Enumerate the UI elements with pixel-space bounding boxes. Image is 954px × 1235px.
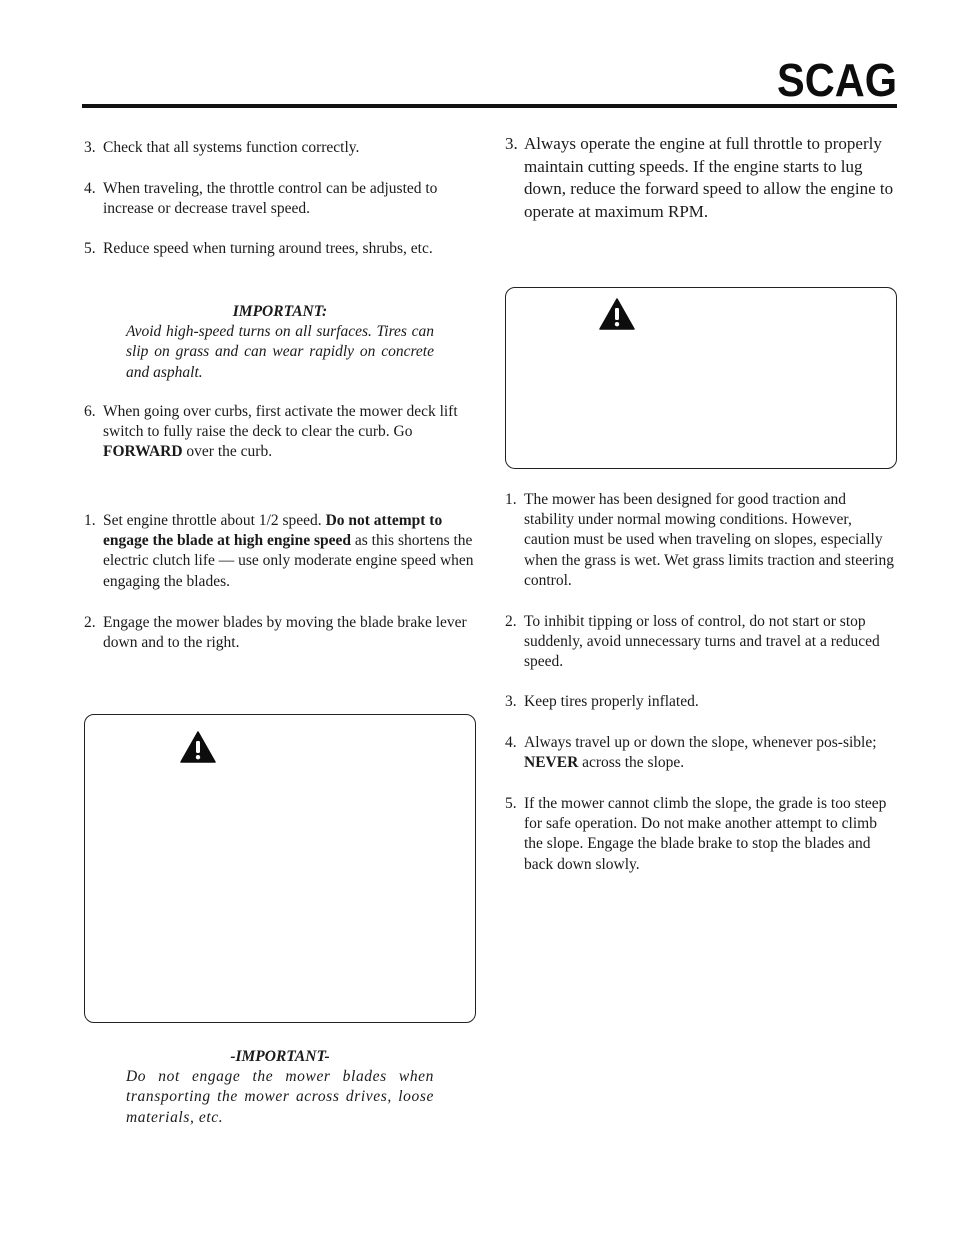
warning-box	[505, 287, 897, 469]
warning-triangle-icon	[180, 731, 216, 763]
important-body: Do not engage the mower blades when transporting the mower across drives, loose materials, etc.	[126, 1068, 434, 1126]
warning-triangle-icon	[599, 298, 635, 330]
important-body: Avoid high-speed turns on all surfaces. Tires can slip on grass and can wear rapidly on concrete and asphalt.	[126, 323, 434, 381]
important-note	[126, 302, 434, 383]
warning-box	[84, 714, 476, 1023]
important-heading: -IMPORTANT-	[230, 1048, 330, 1065]
scag-logo	[776, 58, 898, 102]
logo-text: SCAG	[777, 58, 897, 102]
header-rule	[82, 104, 897, 108]
important-note	[126, 1047, 434, 1128]
important-heading: IMPORTANT:	[232, 303, 328, 320]
